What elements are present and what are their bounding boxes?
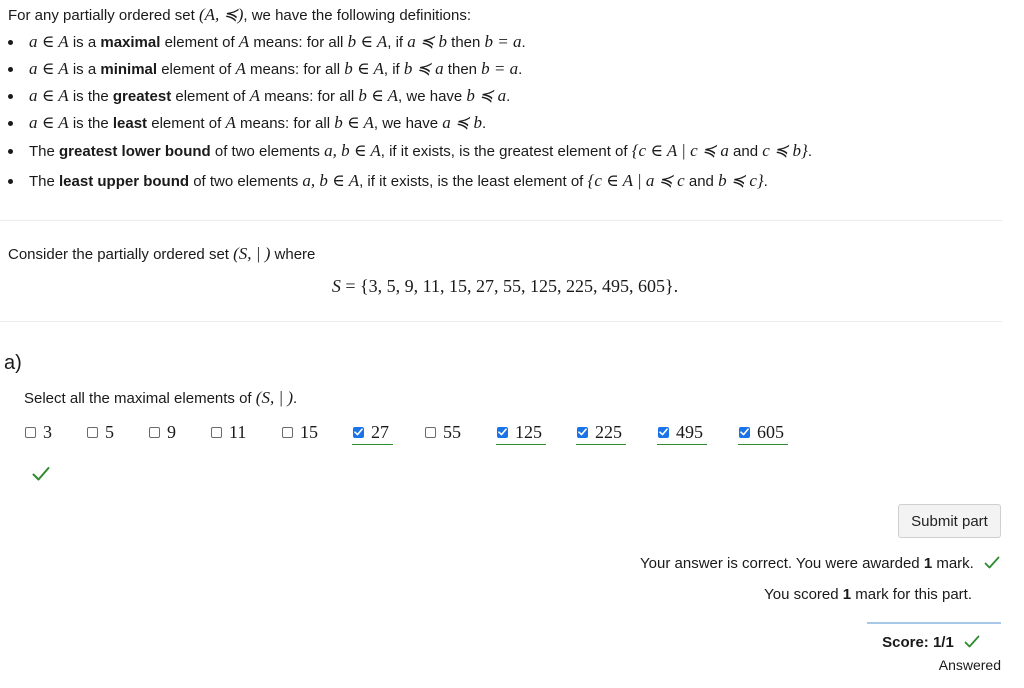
score-display: Score: 1/1 xyxy=(882,634,980,651)
definition-glb: The greatest lower bound of two elements a, b ∈ A, if it exists, is the greatest element of {c ∈ A | c ≼ a and c ≼ b}. xyxy=(8,136,998,166)
option-15[interactable] xyxy=(281,420,322,444)
checkmark-icon xyxy=(659,428,668,436)
checkbox-unchecked[interactable] xyxy=(87,427,98,438)
checkmark-icon xyxy=(578,428,587,436)
option-55[interactable] xyxy=(424,420,465,444)
checkbox-checked[interactable] xyxy=(353,427,364,438)
checkbox-unchecked[interactable] xyxy=(149,427,160,438)
option-label: 5 xyxy=(105,421,114,442)
option-495[interactable] xyxy=(657,420,707,445)
feedback-check-icon xyxy=(984,556,1000,570)
submit-part-button[interactable]: Submit part xyxy=(898,504,1001,538)
definition-maximal: a ∈ A is a maximal element of A means: for all b ∈ A, if a ≼ b then b = a. xyxy=(8,28,998,55)
option-label: 495 xyxy=(676,421,703,442)
option-3[interactable] xyxy=(24,420,56,444)
definitions-list xyxy=(8,28,998,196)
definition-greatest: a ∈ A is the greatest element of A means: for all b ∈ A, we have b ≼ a. xyxy=(8,82,998,109)
option-11[interactable] xyxy=(210,420,250,444)
divider xyxy=(0,321,1002,322)
option-label: 11 xyxy=(229,421,247,442)
feedback-message: Your answer is correct. You were awarded 1 mark. xyxy=(640,555,1000,572)
score-divider xyxy=(867,622,1001,624)
option-label: 3 xyxy=(43,421,52,442)
checkbox-unchecked[interactable] xyxy=(211,427,222,438)
checkbox-unchecked[interactable] xyxy=(282,427,293,438)
option-27[interactable] xyxy=(352,420,393,445)
option-125[interactable] xyxy=(496,420,546,445)
option-605[interactable] xyxy=(738,420,788,445)
option-label: 225 xyxy=(595,421,622,442)
checkbox-checked[interactable] xyxy=(497,427,508,438)
consider-text: Consider the partially ordered set (S, | ) where xyxy=(8,244,316,263)
divider xyxy=(0,220,1002,221)
intro-text: For any partially ordered set (A, ≼), we have the following definitions: xyxy=(8,5,472,24)
poset-symbol: (A, ≼) xyxy=(198,5,244,24)
checkbox-checked[interactable] xyxy=(577,427,588,438)
part-label: a) xyxy=(4,352,22,374)
checkmark-icon xyxy=(740,428,749,436)
checkmark-icon xyxy=(498,428,507,436)
part-prompt: Select all the maximal elements of (S, | ). xyxy=(24,388,298,407)
option-9[interactable] xyxy=(148,420,180,444)
checkbox-unchecked[interactable] xyxy=(425,427,436,438)
definition-lub: The least upper bound of two elements a, b ∈ A, if it exists, is the least element of {c ∈ A | a ≼ c and b ≼ c}. xyxy=(8,166,998,196)
option-label: 605 xyxy=(757,421,784,442)
option-label: 9 xyxy=(167,421,176,442)
set-definition: S = {3, 5, 9, 11, 15, 27, 55, 125, 225, 495, 605}. xyxy=(331,276,679,296)
option-label: 55 xyxy=(443,421,461,442)
option-label: 15 xyxy=(300,421,318,442)
checkbox-checked[interactable] xyxy=(739,427,750,438)
option-label: 27 xyxy=(371,421,389,442)
part-correct-check-icon xyxy=(32,466,50,482)
answered-status: Answered xyxy=(938,657,1001,673)
option-label: 125 xyxy=(515,421,542,442)
option-225[interactable] xyxy=(576,420,626,445)
checkmark-icon xyxy=(354,428,363,436)
definition-minimal: a ∈ A is a minimal element of A means: for all b ∈ A, if b ≼ a then b = a. xyxy=(8,55,998,82)
checkbox-unchecked[interactable] xyxy=(25,427,36,438)
score-check-icon xyxy=(964,635,980,649)
checkbox-checked[interactable] xyxy=(658,427,669,438)
definition-least: a ∈ A is the least element of A means: for all b ∈ A, we have a ≼ b. xyxy=(8,109,998,136)
scored-message: You scored 1 mark for this part. xyxy=(764,586,972,603)
option-5[interactable] xyxy=(86,420,118,444)
